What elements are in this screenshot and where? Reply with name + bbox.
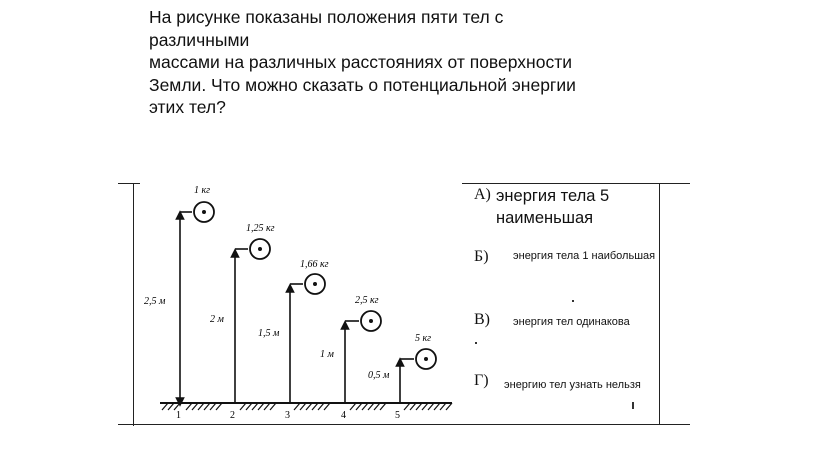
answer-letter: Г) bbox=[474, 372, 489, 389]
answer-letter: А) bbox=[474, 186, 491, 203]
body-3 bbox=[258, 259, 329, 421]
scan-artifact bbox=[572, 300, 574, 302]
bodies-diagram bbox=[144, 182, 460, 422]
question-line: этих тел? bbox=[149, 97, 226, 117]
body-3-height-label: 1,5 м bbox=[258, 328, 280, 339]
body-5 bbox=[368, 333, 436, 421]
body-2-number: 2 bbox=[230, 410, 235, 421]
body-2-dot bbox=[258, 247, 262, 251]
body-5-number: 5 bbox=[395, 410, 400, 421]
body-2-height-label: 2 м bbox=[210, 314, 224, 325]
scan-artifact bbox=[475, 342, 477, 344]
body-2 bbox=[210, 223, 275, 421]
body-4-number: 4 bbox=[341, 410, 346, 421]
question-line: массами на различных расстояниях от поверхности bbox=[149, 52, 572, 72]
body-4-height-label: 1 м bbox=[320, 349, 334, 360]
answer-letter: Б) bbox=[474, 248, 489, 265]
body-5-height-label: 0,5 м bbox=[368, 370, 390, 381]
ground-hatching bbox=[162, 403, 452, 410]
question-line: На рисунке показаны положения пяти тел с bbox=[149, 7, 504, 27]
body-5-dot bbox=[424, 357, 428, 361]
body-5-mass-label: 5 кг bbox=[415, 333, 432, 344]
body-3-dot bbox=[313, 282, 317, 286]
body-1 bbox=[144, 185, 214, 421]
body-1-dot bbox=[202, 210, 206, 214]
body-1-height-label: 2,5 м bbox=[144, 296, 166, 307]
frame-top-left-line bbox=[118, 183, 140, 184]
answer-options bbox=[462, 182, 692, 422]
answer-text: энергия тела 5 наименьшая bbox=[496, 187, 610, 227]
answer-text: энергию тел узнать нельзя bbox=[504, 379, 641, 391]
frame-bottom-line bbox=[118, 424, 690, 425]
scan-artifact bbox=[632, 402, 634, 409]
body-3-number: 3 bbox=[285, 410, 290, 421]
answer-text: энергия тел одинакова bbox=[513, 316, 630, 328]
question-line: Земли. Что можно сказать о потенциальной энергии bbox=[149, 74, 576, 95]
body-2-mass-label: 1,25 кг bbox=[246, 223, 275, 234]
frame-left-vertical-line bbox=[133, 183, 134, 426]
answer-text: энергия тела 1 наибольшая bbox=[513, 250, 656, 262]
body-3-mass-label: 1,66 кг bbox=[300, 259, 329, 270]
answer-letter: В) bbox=[474, 311, 490, 328]
body-4-dot bbox=[369, 319, 373, 323]
body-4-mass-label: 2,5 кг bbox=[355, 295, 379, 306]
question-text bbox=[149, 6, 649, 119]
question-line: различными bbox=[149, 29, 250, 50]
body-1-number: 1 bbox=[176, 410, 181, 421]
body-1-mass-label: 1 кг bbox=[194, 185, 211, 196]
